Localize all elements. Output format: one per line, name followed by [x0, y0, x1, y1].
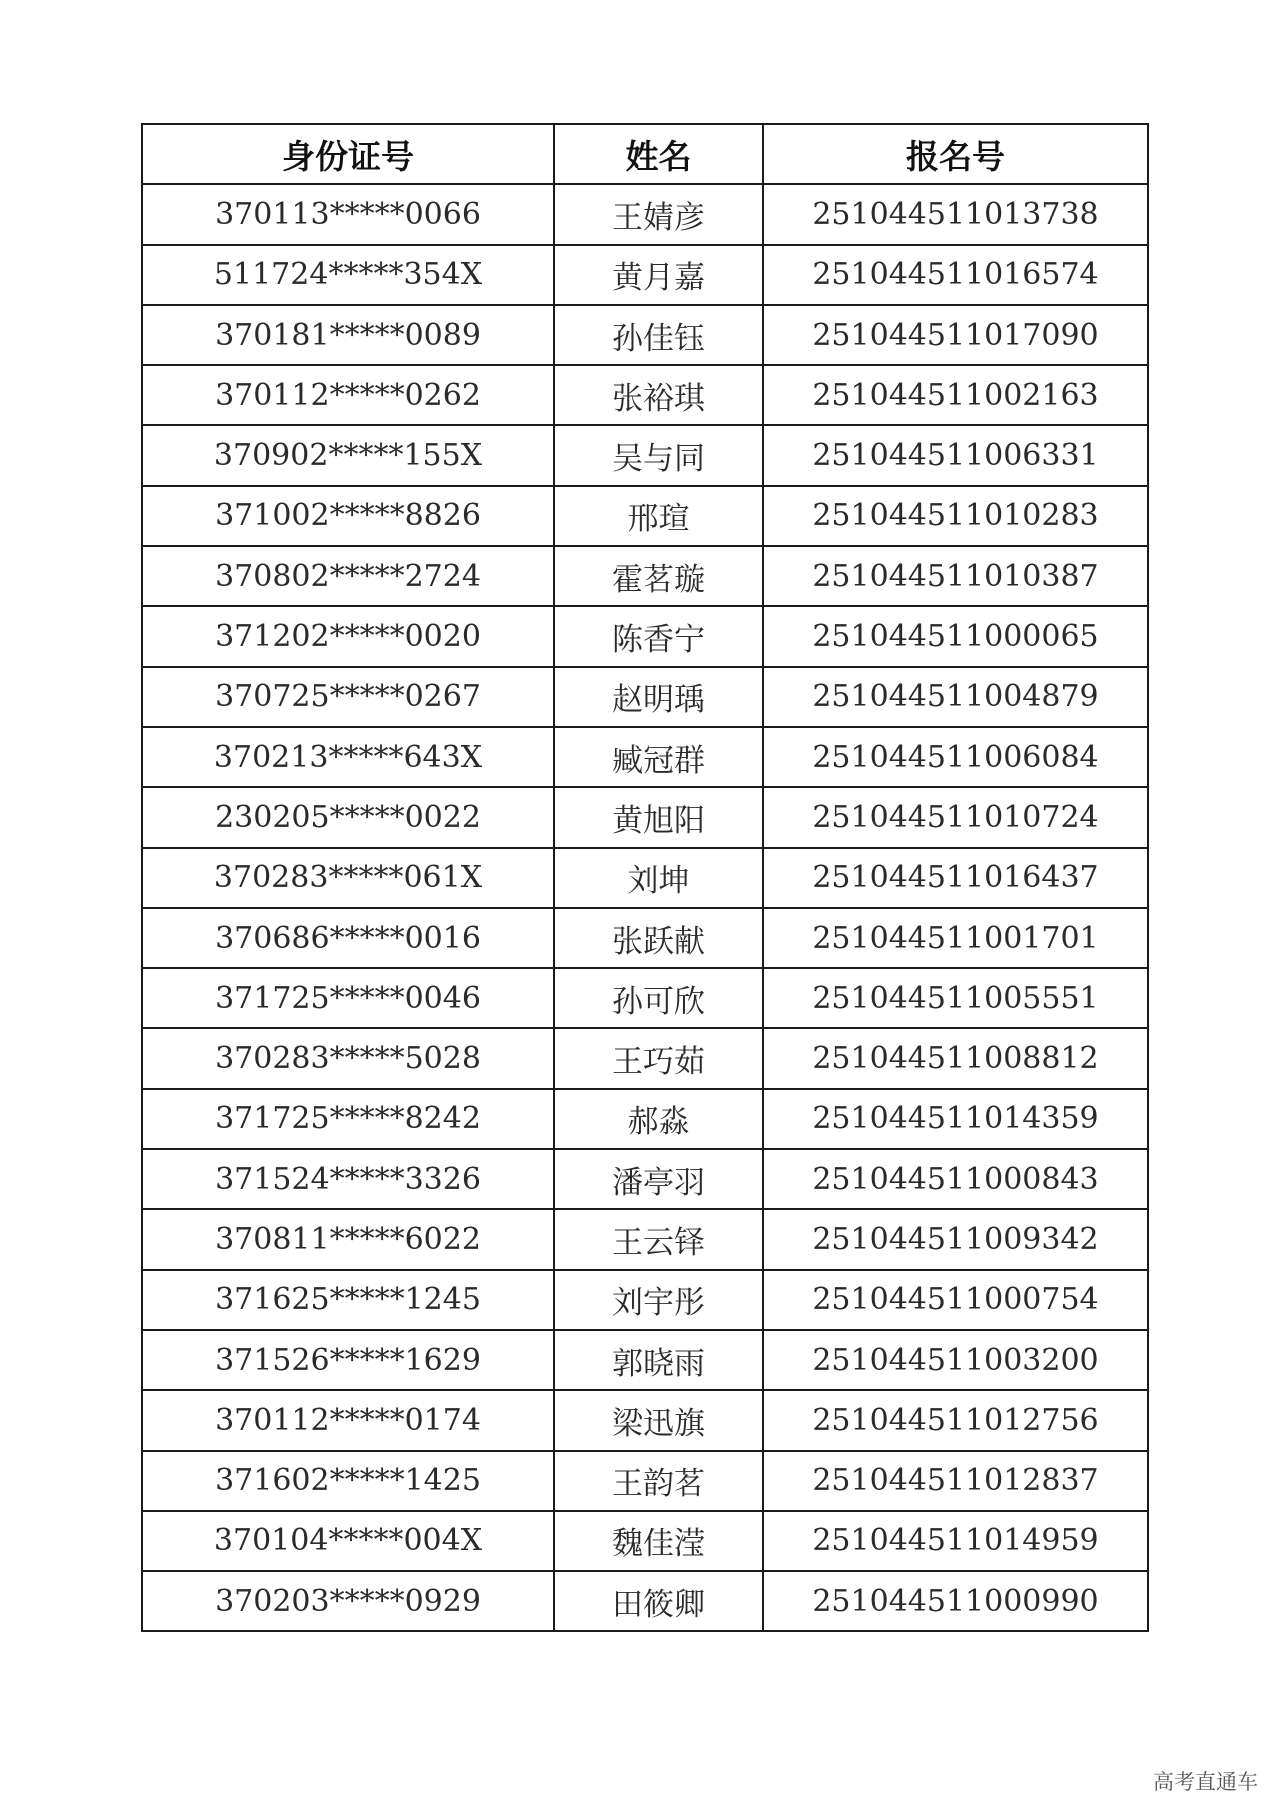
cell-id-number: 370686*****0016	[142, 908, 554, 968]
watermark: 高考直通车	[1153, 1770, 1258, 1794]
cell-registration-number: 251044511016574	[763, 245, 1148, 305]
cell-name: 王巧茹	[554, 1028, 763, 1088]
table-row	[142, 486, 1148, 546]
table-row	[142, 667, 1148, 727]
cell-name: 郭晓雨	[554, 1330, 763, 1390]
cell-id-number: 370283*****5028	[142, 1028, 554, 1088]
cell-name: 王云铎	[554, 1209, 763, 1269]
table-row	[142, 1571, 1148, 1631]
cell-registration-number: 251044511017090	[763, 305, 1148, 365]
roster-table	[141, 123, 1149, 1632]
table-row	[142, 184, 1148, 244]
table-row	[142, 968, 1148, 1028]
cell-name: 张跃献	[554, 908, 763, 968]
cell-id-number: 371002*****8826	[142, 486, 554, 546]
cell-name: 孙佳钰	[554, 305, 763, 365]
table-row	[142, 606, 1148, 666]
cell-id-number: 371602*****1425	[142, 1451, 554, 1511]
table-row	[142, 787, 1148, 847]
cell-registration-number: 251044511014359	[763, 1089, 1148, 1149]
cell-name: 赵明瑀	[554, 667, 763, 727]
cell-id-number: 370213*****643X	[142, 727, 554, 787]
header-name: 姓名	[554, 124, 763, 184]
cell-registration-number: 251044511010724	[763, 787, 1148, 847]
table-row	[142, 1089, 1148, 1149]
table-row	[142, 1209, 1148, 1269]
cell-name: 刘宇彤	[554, 1270, 763, 1330]
cell-registration-number: 251044511009342	[763, 1209, 1148, 1269]
cell-id-number: 370203*****0929	[142, 1571, 554, 1631]
cell-registration-number: 251044511000065	[763, 606, 1148, 666]
cell-id-number: 370725*****0267	[142, 667, 554, 727]
cell-registration-number: 251044511008812	[763, 1028, 1148, 1088]
table-row	[142, 305, 1148, 365]
table-row	[142, 546, 1148, 606]
cell-id-number: 230205*****0022	[142, 787, 554, 847]
table-row	[142, 1390, 1148, 1450]
cell-registration-number: 251044511010387	[763, 546, 1148, 606]
cell-id-number: 371725*****0046	[142, 968, 554, 1028]
cell-registration-number: 251044511016437	[763, 848, 1148, 908]
cell-registration-number: 251044511000843	[763, 1149, 1148, 1209]
cell-id-number: 370802*****2724	[142, 546, 554, 606]
table-row	[142, 1330, 1148, 1390]
table-row	[142, 1270, 1148, 1330]
cell-name: 王婧彦	[554, 184, 763, 244]
cell-id-number: 370283*****061X	[142, 848, 554, 908]
header-id-number: 身份证号	[142, 124, 554, 184]
cell-name: 刘坤	[554, 848, 763, 908]
cell-id-number: 371524*****3326	[142, 1149, 554, 1209]
table-row	[142, 365, 1148, 425]
cell-id-number: 511724*****354X	[142, 245, 554, 305]
table-row	[142, 425, 1148, 485]
cell-id-number: 371625*****1245	[142, 1270, 554, 1330]
cell-name: 邢瑄	[554, 486, 763, 546]
cell-name: 陈香宁	[554, 606, 763, 666]
cell-id-number: 370181*****0089	[142, 305, 554, 365]
cell-name: 张裕琪	[554, 365, 763, 425]
cell-registration-number: 251044511012756	[763, 1390, 1148, 1450]
cell-name: 臧冠群	[554, 727, 763, 787]
cell-id-number: 370113*****0066	[142, 184, 554, 244]
cell-registration-number: 251044511006331	[763, 425, 1148, 485]
table-row	[142, 1511, 1148, 1571]
cell-name: 王韵茗	[554, 1451, 763, 1511]
cell-registration-number: 251044511010283	[763, 486, 1148, 546]
cell-registration-number: 251044511000990	[763, 1571, 1148, 1631]
cell-name: 潘亭羽	[554, 1149, 763, 1209]
table-row	[142, 727, 1148, 787]
cell-id-number: 371526*****1629	[142, 1330, 554, 1390]
cell-id-number: 370104*****004X	[142, 1511, 554, 1571]
table-row	[142, 1451, 1148, 1511]
cell-registration-number: 251044511006084	[763, 727, 1148, 787]
cell-name: 黄旭阳	[554, 787, 763, 847]
table-row	[142, 1028, 1148, 1088]
cell-registration-number: 251044511001701	[763, 908, 1148, 968]
table-row	[142, 848, 1148, 908]
cell-registration-number: 251044511000754	[763, 1270, 1148, 1330]
cell-name: 吴与同	[554, 425, 763, 485]
cell-name: 黄月嘉	[554, 245, 763, 305]
cell-registration-number: 251044511002163	[763, 365, 1148, 425]
table-row	[142, 1149, 1148, 1209]
cell-registration-number: 251044511012837	[763, 1451, 1148, 1511]
cell-id-number: 370112*****0262	[142, 365, 554, 425]
header-registration-number: 报名号	[763, 124, 1148, 184]
cell-name: 霍茗璇	[554, 546, 763, 606]
table-row	[142, 908, 1148, 968]
cell-id-number: 371725*****8242	[142, 1089, 554, 1149]
roster-body	[142, 184, 1148, 1631]
cell-id-number: 371202*****0020	[142, 606, 554, 666]
cell-registration-number: 251044511004879	[763, 667, 1148, 727]
cell-name: 田筱卿	[554, 1571, 763, 1631]
cell-name: 郝淼	[554, 1089, 763, 1149]
cell-registration-number: 251044511013738	[763, 184, 1148, 244]
cell-registration-number: 251044511014959	[763, 1511, 1148, 1571]
cell-name: 梁迅旗	[554, 1390, 763, 1450]
cell-registration-number: 251044511003200	[763, 1330, 1148, 1390]
cell-id-number: 370811*****6022	[142, 1209, 554, 1269]
cell-id-number: 370902*****155X	[142, 425, 554, 485]
table-row	[142, 245, 1148, 305]
cell-id-number: 370112*****0174	[142, 1390, 554, 1450]
cell-name: 孙可欣	[554, 968, 763, 1028]
cell-registration-number: 251044511005551	[763, 968, 1148, 1028]
cell-name: 魏佳滢	[554, 1511, 763, 1571]
header-row	[142, 124, 1148, 184]
